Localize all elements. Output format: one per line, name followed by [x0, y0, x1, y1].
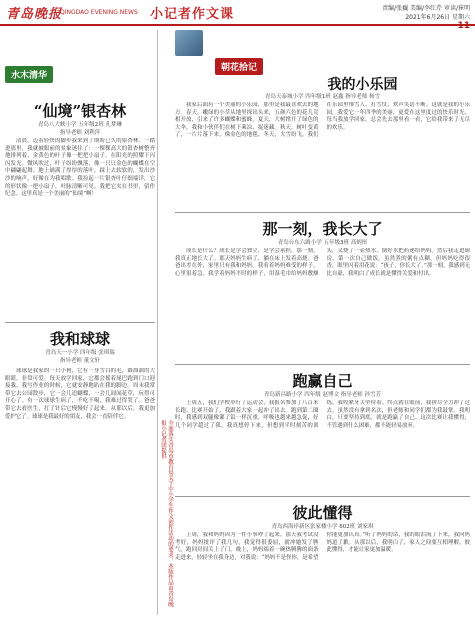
left-column: [5, 30, 155, 615]
column-photo: [175, 30, 203, 56]
article-byline: 青岛台东六路小学 五年级3班 高炳彤: [277, 240, 368, 246]
article-byline: 青岛八大峡小学 五年级2班 孔梦琳: [38, 122, 122, 128]
page-number: 11: [457, 21, 470, 31]
article-byline: 青岛天泰城小学 四年级1班 赵鑫 指导老师 杨雪: [265, 94, 380, 100]
divider: [175, 212, 470, 213]
right-column: [175, 30, 470, 615]
article-body: 上周五，我们学校举行了运动会，我报名参加了八百米长跑。比赛开始了，我跟着大家一起冲了出去。跑到第二圈时，我感到双腿像灌了铅一样沉重，呼吸也越来越急促，好几个同学超过了我。我真想停下来，但想到平时刻苦的训练，我咬紧牙关坚持着。终点就在眼前，我拼尽全力冲了过去。虽然没有拿到名次，但老师和同学们都为我鼓掌。我明白，只要坚持到底，就是跑赢了自己。这次比赛让我懂得，不管遇到什么困难，都不能轻易放弃。: [175, 400, 470, 429]
header-meta: [360, 4, 470, 31]
article-body: 上周，我和妈妈因为一件小事吵了起来。那天我考试没考好，妈妈批评了我几句，我觉得很委屈，就冲她发了脾气，跑回房间关上了门。晚上，妈妈端着一碗热腾腾的面条走进来，轻轻坐在我身边，对我说：“妈妈不是怪你，是希望你能更加认真。”听了妈妈的话，我的眼泪流了下来，我向妈妈道了歉。从那以后，我明白了，家人之间要互相理解，彼此懂得，才能让家更加温暖。: [175, 532, 470, 561]
article-byline: 青岛新昌路小学 四年级 赵博文 指导老师 孙雪芳: [264, 392, 381, 398]
column-divider: [157, 30, 158, 615]
article-byline: 青岛西海岸新区张家楼小学 602班 刘家琪: [271, 524, 374, 530]
article-byline: 青岛天一小学 四年级 张琪瑞: [45, 350, 115, 356]
article-body: 清晨，迈着轻快的脚步我来到了期盼已久的银杏林。一踏进那里，我就被眼前的景象迷住了：一棵棵高大的银杏树整齐地排列着，金黄色的叶子像一把把小扇子，在阳光的照耀下闪闪发光。微风吹过，叶子纷纷飘落，像一只只金色的蝴蝶在空中翩翩起舞。地上铺满了厚厚的落叶，踩上去软软的，发出沙沙的响声，好像在为我唱歌。我捡起一片银杏叶仔细端详，它的形状像一把小扇子，叶脉清晰可见。我把它夹在书里，留作纪念。这里真是一个美丽的“仙境”啊！: [5, 138, 155, 198]
divider: [175, 496, 470, 497]
article-title: 那一刻，我长大了: [262, 220, 383, 238]
section-title: 小记者作文课: [150, 7, 235, 22]
divider: [5, 322, 155, 323]
article-title: 我的小乐园: [327, 77, 398, 93]
newspaper-logo: 青岛晚报: [6, 7, 63, 22]
column-tag-water: 水木清华: [5, 66, 53, 83]
article-body: 球球是我家的一只小狗，它有一身雪白的毛，圆溜溜的大眼睛，非常可爱。每天放学回家，它都会摇着尾巴跑到门口迎接我。我写作业的时候，它就安静地趴在我的脚边。周末我常带它去公园散步，它一会儿追蝴蝶，一会儿闻闻花草，玩得可开心了。有一次球球生病了，不吃不喝，我难过得哭了。爸爸带它去看医生，打了针后它慢慢好了起来。从那以后，我更加爱护它了。球球是我最好的朋友，我会一直陪伴它。: [5, 368, 155, 420]
newspaper-logo-subtitle: QINGDAO EVENING NEWS: [60, 9, 138, 16]
article-teacher: 指导老师 董文轩: [59, 358, 101, 364]
column-tag-flower: 朝花拾记: [215, 58, 263, 75]
article-title: 彼此懂得: [292, 504, 353, 522]
issue-date: 2021年6月26日 星期六: [405, 14, 470, 21]
article-body: 我家后面有一个美丽的小乐园，那里是我最喜欢去的地方。春天，嫩绿的小草从地里探出头来，五颜六色的花儿竞相开放，引来了许多蝴蝶和蜜蜂。夏天，大树撑开了绿色的大伞，我和小伙伴们在树下乘凉、捉迷藏。秋天，树叶变黄了，一片片落下来，像金色的地毯。冬天，大雪纷飞，我们在乐园里堆雪人、打雪仗，欢声笑语不断。这就是我的小乐园，我爱它一年四季的美丽，更爱在这里度过的快乐时光。每当我放学回家，总会先去那里看一看，它给我带来了无尽的欢乐。: [175, 102, 470, 139]
article-title: 我和球球: [49, 330, 110, 348]
vertical-note: 全面落实青岛市教育局关于中小学生作文创作活动的要求，本版作品由青岛晚报小记者团提供: [160, 420, 173, 607]
article-title: “仙境”银杏林: [33, 102, 127, 120]
editor-credits: 责编/张巍 美编/李红芹 审读/崔明: [382, 5, 470, 12]
article-teacher: 指导老师 刘利萍: [59, 130, 101, 136]
article-title: 跑赢自己: [292, 372, 353, 390]
article-body: 成长是什么？成长是学会独立，是学会承担。那一刻，我真正地长大了。那天妈妈生病了，躺在床上发着高烧。爸爸出差在外，家里只有我和妈妈。我看着妈妈难受的样子，心里很着急。我学着妈妈平时的样子，用湿毛巾给妈妈敷额头，又烧了一壶热水，倒好水把药递给妈妈。然后我走进厨房，第一次自己做饭。虽然煮的粥有点糊，但妈妈吃得很香，眼里闪着泪花说：“孩子，你长大了。”那一刻，我感到无比自豪，我明白了成长就是懂得关爱和付出。: [175, 248, 470, 277]
divider: [175, 364, 470, 365]
